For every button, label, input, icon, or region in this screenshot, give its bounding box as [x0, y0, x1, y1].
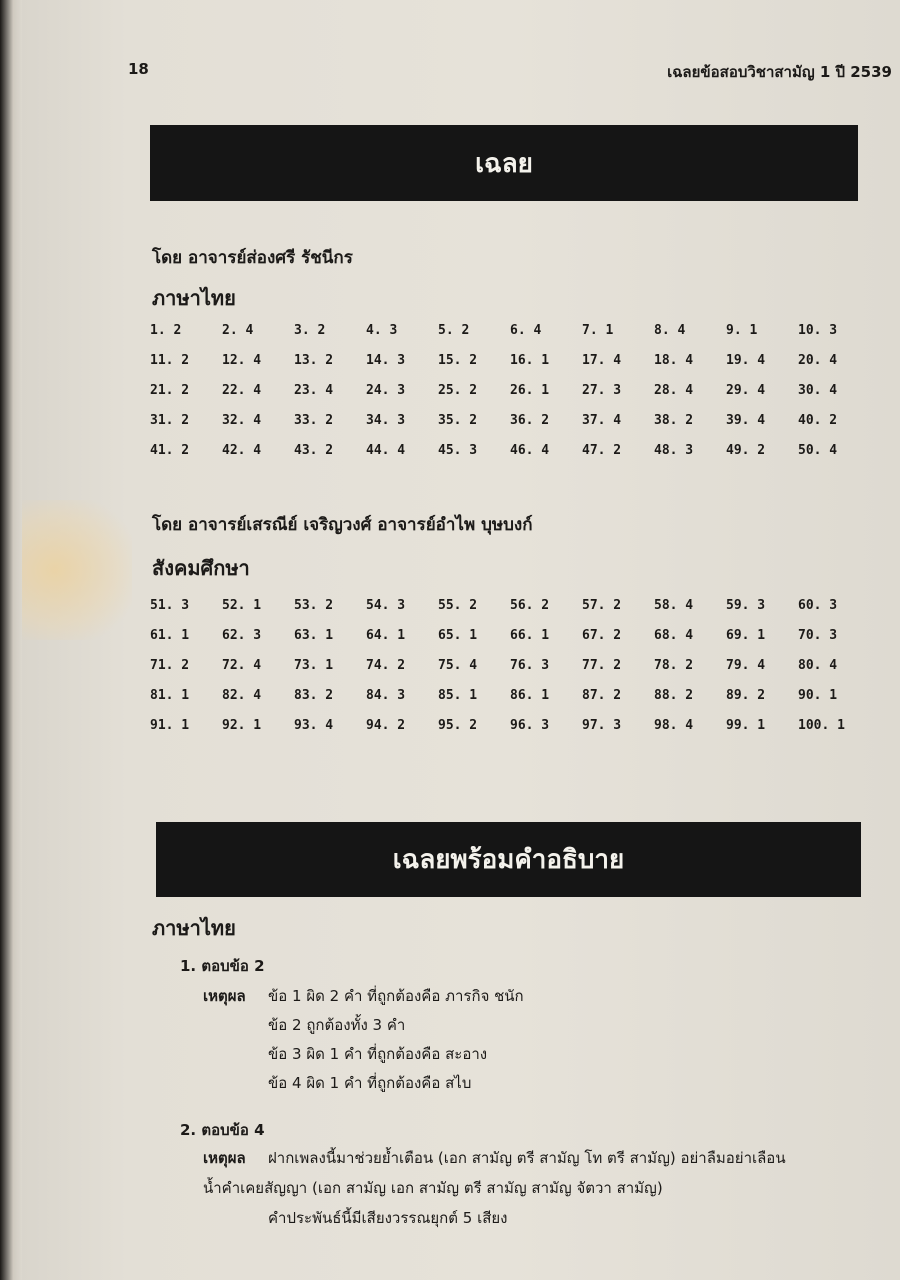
answer-cell: 38. 2 [654, 412, 694, 428]
answer-cell: 24. 3 [366, 382, 406, 398]
q2-answer: 2. ตอบข้อ 4 [180, 1121, 265, 1139]
answer-cell: 58. 4 [654, 597, 694, 613]
answer-cell: 66. 1 [510, 627, 550, 643]
answer-cell: 75. 4 [438, 657, 478, 673]
answer-cell: 90. 1 [798, 687, 838, 703]
answer-row [150, 650, 870, 680]
answer-cell: 76. 3 [510, 657, 550, 673]
answer-cell: 17. 4 [582, 352, 622, 368]
answer-cell: 46. 4 [510, 442, 550, 458]
answer-cell: 33. 2 [294, 412, 334, 428]
social-answer-grid [150, 590, 870, 740]
answer-row [150, 315, 870, 345]
answer-cell: 19. 4 [726, 352, 766, 368]
answer-cell: 1. 2 [150, 322, 182, 338]
answer-cell: 55. 2 [438, 597, 478, 613]
running-header: เฉลยข้อสอบวิชาสามัญ 1 ปี 2539 [667, 63, 892, 81]
answer-cell: 28. 4 [654, 382, 694, 398]
answer-cell: 100. 1 [798, 717, 845, 733]
answer-row [150, 375, 870, 405]
answer-cell: 18. 4 [654, 352, 694, 368]
answer-cell: 70. 3 [798, 627, 838, 643]
answer-cell: 63. 1 [294, 627, 334, 643]
answer-cell: 36. 2 [510, 412, 550, 428]
answer-cell: 42. 4 [222, 442, 262, 458]
answer-cell: 95. 2 [438, 717, 478, 733]
answer-row [150, 620, 870, 650]
answer-row [150, 680, 870, 710]
answer-cell: 44. 4 [366, 442, 406, 458]
answer-cell: 82. 4 [222, 687, 262, 703]
answer-cell: 26. 1 [510, 382, 550, 398]
answer-cell: 43. 2 [294, 442, 334, 458]
answer-cell: 23. 4 [294, 382, 334, 398]
answer-cell: 27. 3 [582, 382, 622, 398]
answer-cell: 47. 2 [582, 442, 622, 458]
answer-cell: 10. 3 [798, 322, 838, 338]
answer-cell: 32. 4 [222, 412, 262, 428]
q2-reason-line: ฝากเพลงนี้มาช่วยย้ำเตือน (เอก สามัญ ตรี สามัญ โท ตรี สามัญ) อย่าลืมอย่าเลือน [268, 1149, 786, 1167]
thai-subject-heading: ภาษาไทย [152, 286, 236, 310]
answer-cell: 3. 2 [294, 322, 326, 338]
q1-reason-line: ข้อ 3 ผิด 1 คำ ที่ถูกต้องคือ สะอาง [268, 1045, 488, 1063]
answer-cell: 65. 1 [438, 627, 478, 643]
answer-cell: 41. 2 [150, 442, 190, 458]
q2-reason-line: คำประพันธ์นี้มีเสียงวรรณยุกต์ 5 เสียง [268, 1209, 508, 1227]
answer-cell: 31. 2 [150, 412, 190, 428]
answer-cell: 13. 2 [294, 352, 334, 368]
answer-cell: 54. 3 [366, 597, 406, 613]
explanation-banner [156, 822, 861, 897]
answer-cell: 94. 2 [366, 717, 406, 733]
answer-cell: 34. 3 [366, 412, 406, 428]
answer-cell: 64. 1 [366, 627, 406, 643]
q1-answer: 1. ตอบข้อ 2 [180, 957, 265, 975]
answer-cell: 37. 4 [582, 412, 622, 428]
answer-cell: 50. 4 [798, 442, 838, 458]
answer-cell: 20. 4 [798, 352, 838, 368]
answer-cell: 87. 2 [582, 687, 622, 703]
answer-cell: 77. 2 [582, 657, 622, 673]
answer-cell: 72. 4 [222, 657, 262, 673]
thai-answer-grid [150, 315, 870, 465]
q2-reason-line: น้ำคำเคยสัญญา (เอก สามัญ เอก สามัญ ตรี สามัญ สามัญ จัตวา สามัญ) [203, 1179, 663, 1197]
answer-cell: 56. 2 [510, 597, 550, 613]
answer-cell: 80. 4 [798, 657, 838, 673]
social-subject-heading: สังคมศึกษา [152, 556, 250, 580]
answer-row [150, 435, 870, 465]
answer-cell: 30. 4 [798, 382, 838, 398]
answer-cell: 6. 4 [510, 322, 542, 338]
answer-cell: 52. 1 [222, 597, 262, 613]
answer-cell: 92. 1 [222, 717, 262, 733]
answer-cell: 35. 2 [438, 412, 478, 428]
answer-cell: 78. 2 [654, 657, 694, 673]
answer-cell: 21. 2 [150, 382, 190, 398]
thai-author: โดย อาจารย์ส่องศรี รัชนีกร [152, 248, 353, 268]
answer-cell: 89. 2 [726, 687, 766, 703]
answer-cell: 74. 2 [366, 657, 406, 673]
answer-cell: 83. 2 [294, 687, 334, 703]
answer-cell: 96. 3 [510, 717, 550, 733]
answer-cell: 91. 1 [150, 717, 190, 733]
answer-cell: 14. 3 [366, 352, 406, 368]
answer-cell: 22. 4 [222, 382, 262, 398]
answer-cell: 60. 3 [798, 597, 838, 613]
answer-cell: 86. 1 [510, 687, 550, 703]
q1-reason-line: ข้อ 4 ผิด 1 คำ ที่ถูกต้องคือ สไบ [268, 1074, 472, 1092]
answer-cell: 2. 4 [222, 322, 254, 338]
answer-cell: 99. 1 [726, 717, 766, 733]
banner-title: เฉลยพร้อมคำอธิบาย [392, 845, 625, 875]
answer-cell: 7. 1 [582, 322, 614, 338]
banner-title: เฉลย [475, 148, 533, 179]
page-number: 18 [128, 60, 149, 78]
social-author: โดย อาจารย์เสรณีย์ เจริญวงศ์ อาจารย์อำไพ บุษบงก์ [152, 515, 533, 535]
answer-cell: 71. 2 [150, 657, 190, 673]
answer-cell: 61. 1 [150, 627, 190, 643]
q2-reason-label: เหตุผล [203, 1149, 246, 1167]
answer-key-banner [150, 125, 858, 201]
answer-cell: 69. 1 [726, 627, 766, 643]
answer-cell: 5. 2 [438, 322, 470, 338]
answer-cell: 62. 3 [222, 627, 262, 643]
answer-cell: 97. 3 [582, 717, 622, 733]
q1-reason-line: ข้อ 2 ถูกต้องทั้ง 3 คำ [268, 1016, 406, 1034]
answer-row [150, 405, 870, 435]
answer-cell: 25. 2 [438, 382, 478, 398]
answer-cell: 49. 2 [726, 442, 766, 458]
answer-cell: 48. 3 [654, 442, 694, 458]
answer-cell: 4. 3 [366, 322, 398, 338]
answer-cell: 79. 4 [726, 657, 766, 673]
answer-cell: 67. 2 [582, 627, 622, 643]
answer-row [150, 710, 870, 740]
answer-cell: 29. 4 [726, 382, 766, 398]
answer-cell: 8. 4 [654, 322, 686, 338]
q1-reason-label: เหตุผล [203, 987, 246, 1005]
answer-row [150, 590, 870, 620]
answer-row [150, 345, 870, 375]
answer-cell: 40. 2 [798, 412, 838, 428]
answer-cell: 84. 3 [366, 687, 406, 703]
answer-cell: 81. 1 [150, 687, 190, 703]
answer-cell: 15. 2 [438, 352, 478, 368]
answer-cell: 39. 4 [726, 412, 766, 428]
answer-cell: 12. 4 [222, 352, 262, 368]
answer-cell: 73. 1 [294, 657, 334, 673]
answer-cell: 59. 3 [726, 597, 766, 613]
answer-cell: 85. 1 [438, 687, 478, 703]
answer-cell: 68. 4 [654, 627, 694, 643]
answer-cell: 98. 4 [654, 717, 694, 733]
explanation-subject-heading: ภาษาไทย [152, 916, 236, 940]
answer-cell: 9. 1 [726, 322, 758, 338]
answer-cell: 51. 3 [150, 597, 190, 613]
paper-stain [22, 500, 132, 640]
answer-cell: 93. 4 [294, 717, 334, 733]
answer-cell: 45. 3 [438, 442, 478, 458]
binding-edge [0, 0, 22, 1280]
answer-cell: 16. 1 [510, 352, 550, 368]
answer-cell: 53. 2 [294, 597, 334, 613]
answer-cell: 57. 2 [582, 597, 622, 613]
answer-cell: 88. 2 [654, 687, 694, 703]
answer-cell: 11. 2 [150, 352, 190, 368]
q1-reason-line: ข้อ 1 ผิด 2 คำ ที่ถูกต้องคือ ภารกิจ ชนัก [268, 987, 524, 1005]
